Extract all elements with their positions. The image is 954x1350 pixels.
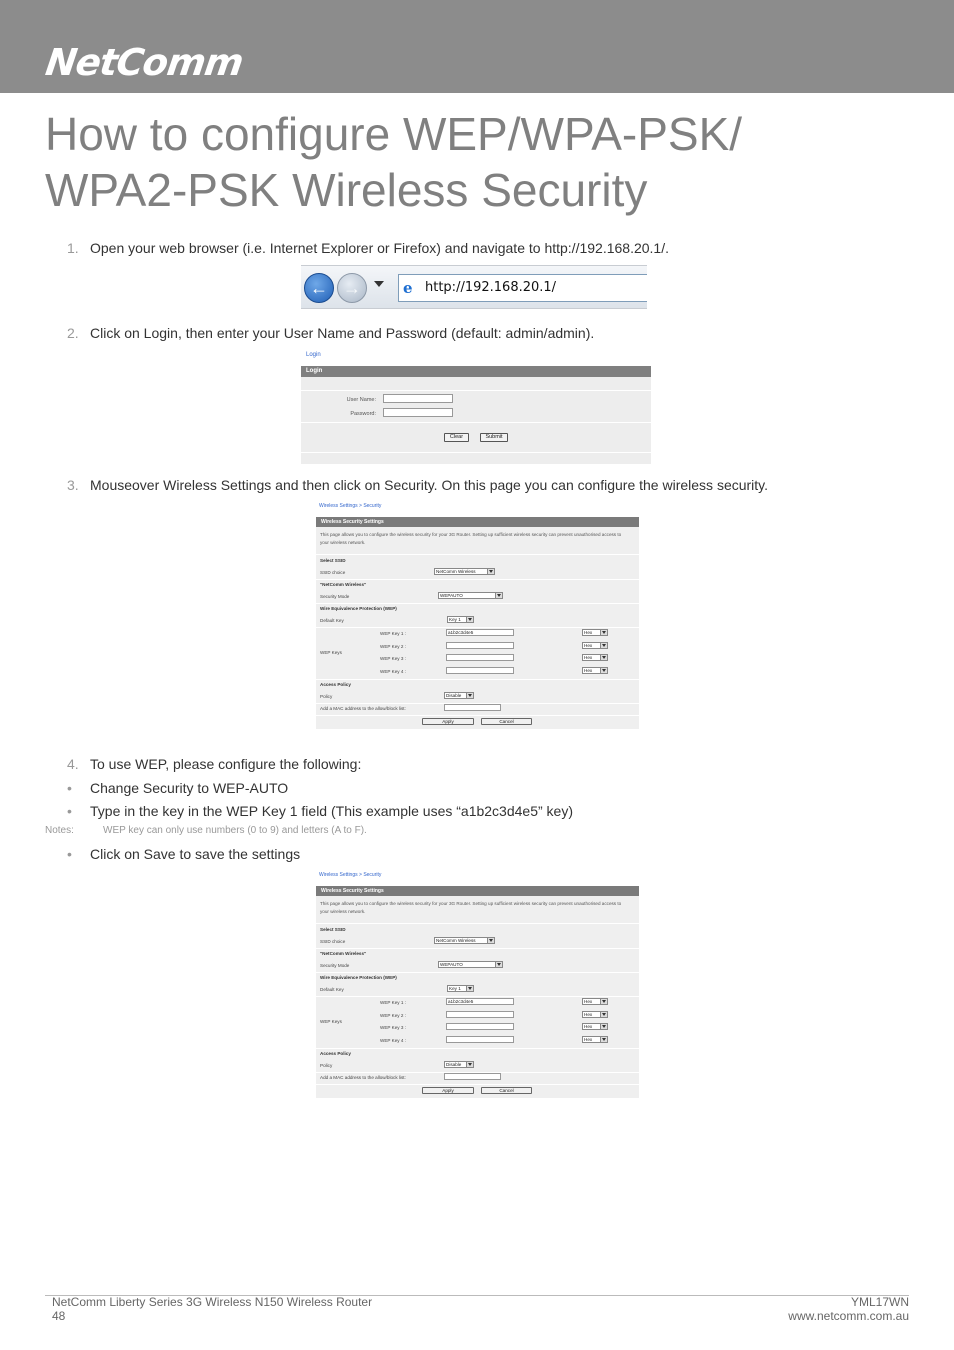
divider — [316, 923, 639, 924]
divider — [316, 679, 639, 680]
wep-key-1-label: WEP Key 1 : — [380, 1000, 406, 1005]
back-arrow-icon[interactable]: ← — [304, 273, 334, 303]
chevron-down-icon — [602, 656, 606, 659]
divider — [316, 1048, 639, 1049]
security-breadcrumb[interactable]: Wireless Settings > Security — [319, 503, 382, 509]
chevron-down-icon — [602, 631, 606, 634]
login-bottom-divider — [301, 452, 651, 453]
security-description: This page allows you to configure the wireless security for your 3G Router. Setting up sufficient wireless security can prevent unauthorised access to your wireless network. — [320, 901, 622, 914]
apply-button[interactable]: Apply — [422, 718, 474, 725]
page-header — [0, 0, 954, 93]
chevron-down-icon — [602, 1038, 606, 1041]
address-bar[interactable] — [398, 274, 647, 302]
divider — [316, 554, 639, 555]
mac-address-input[interactable] — [444, 704, 501, 711]
step-3: 3. Mouseover Wireless Settings and then click on Security. On this page you can configure the wireless security. — [67, 477, 769, 493]
wep-key-3-input[interactable] — [446, 654, 514, 661]
wep-key-1-label: WEP Key 1 : — [380, 631, 406, 636]
policy-label: Policy — [320, 1063, 333, 1068]
bullet-wep-key: • Type in the key in the WEP Key 1 field (This example uses “a1b2c3d4e5” key) — [67, 803, 573, 819]
security-panel-2 — [316, 886, 639, 1098]
wep-key-4-input[interactable] — [446, 667, 514, 674]
address-url: http://192.168.20.1/ — [425, 280, 557, 295]
bullet-save: • Click on Save to save the settings — [67, 846, 301, 862]
login-link[interactable]: Login — [306, 352, 321, 358]
default-key-label: Default Key — [320, 987, 344, 992]
wep-key-4-label: WEP Key 4 : — [380, 1038, 406, 1043]
chevron-down-icon — [468, 618, 472, 621]
chevron-down-icon — [489, 570, 493, 573]
ssid-select[interactable]: NetComm Wireless — [434, 568, 495, 575]
page-title — [45, 106, 905, 218]
divider — [316, 996, 639, 997]
username-label: User Name: — [346, 397, 376, 403]
divider — [316, 715, 639, 716]
chevron-down-icon — [497, 594, 501, 597]
select-ssid-heading: Select SSID — [320, 927, 346, 932]
mac-address-input[interactable] — [444, 1073, 501, 1080]
wep-key-3-label: WEP Key 3 : — [380, 656, 406, 661]
footer-product: NetComm Liberty Series 3G Wireless N150 Wireless Router — [52, 1295, 373, 1309]
wep-key-3-type-select[interactable]: Hex — [582, 654, 608, 661]
login-panel — [301, 366, 651, 464]
chevron-down-icon — [602, 669, 606, 672]
notes: Notes: WEP key can only use numbers (0 to 9) and letters (A to F). — [45, 825, 367, 836]
divider — [316, 972, 639, 973]
divider — [316, 1084, 639, 1085]
wep-keys-label: WEP Keys — [320, 1019, 342, 1024]
ie-page-icon: e — [403, 279, 413, 297]
wep-key-3-type-select[interactable]: Hex — [582, 1023, 608, 1030]
wep-key-2-label: WEP Key 2 : — [380, 1013, 406, 1018]
login-spacer-row — [301, 377, 651, 391]
divider — [316, 948, 639, 949]
access-policy-heading: Access Policy — [320, 682, 351, 687]
step-1: 1. Open your web browser (i.e. Internet Explorer or Firefox) and navigate to http://192.168.20.1/. — [67, 240, 669, 256]
username-input[interactable] — [383, 394, 453, 403]
wep-key-3-input[interactable] — [446, 1023, 514, 1030]
wep-section-heading: Wire Equivalence Protection (WEP) — [320, 975, 397, 980]
default-key-label: Default Key — [320, 618, 344, 623]
chevron-down-icon — [602, 1025, 606, 1028]
footer-page-number: 48 — [52, 1309, 66, 1323]
wep-key-2-input[interactable] — [446, 642, 514, 649]
ssid-select[interactable]: NetComm Wireless — [434, 937, 495, 944]
default-key-select[interactable]: Key 1 — [447, 985, 474, 992]
wep-key-4-type-select[interactable]: Hex — [582, 667, 608, 674]
wep-key-1-input[interactable]: a1b2c3d4e5 — [446, 998, 514, 1005]
access-policy-heading: Access Policy — [320, 1051, 351, 1056]
wep-section-heading: Wire Equivalence Protection (WEP) — [320, 606, 397, 611]
footer-model: YML17WN — [850, 1295, 909, 1309]
network-name-heading: "NetComm Wireless" — [320, 582, 367, 587]
title-line-1: How to configure WEP/WPA-PSK/ — [45, 108, 743, 160]
divider — [316, 627, 639, 628]
netcomm-logo: NetComm — [42, 41, 246, 84]
policy-select[interactable]: Disable — [444, 1061, 474, 1068]
title-line-2: WPA2-PSK Wireless Security — [45, 164, 648, 216]
security-mode-select[interactable]: WEPAUTO — [438, 592, 503, 599]
step-2: 2. Click on Login, then enter your User Name and Password (default: admin/admin). — [67, 325, 595, 341]
policy-label: Policy — [320, 694, 333, 699]
default-key-select[interactable]: Key 1 — [447, 616, 474, 623]
wep-key-2-type-select[interactable]: Hex — [582, 1011, 608, 1018]
wep-key-2-label: WEP Key 2 : — [380, 644, 406, 649]
password-input[interactable] — [383, 408, 453, 417]
chevron-down-icon — [497, 963, 501, 966]
apply-button[interactable]: Apply — [422, 1087, 474, 1094]
security-description: This page allows you to configure the wireless security for your 3G Router. Setting up sufficient wireless security can prevent unauthorised access to your wireless network. — [320, 532, 622, 545]
wep-key-1-input[interactable]: a1b2c3d4e5 — [446, 629, 514, 636]
chevron-down-icon — [602, 644, 606, 647]
security-mode-select[interactable]: WEPAUTO — [438, 961, 503, 968]
wep-key-4-label: WEP Key 4 : — [380, 669, 406, 674]
cancel-button[interactable]: Cancel — [481, 1087, 532, 1094]
chevron-down-icon — [468, 987, 472, 990]
wep-key-2-input[interactable] — [446, 1011, 514, 1018]
step-4: 4. To use WEP, please configure the following: — [67, 756, 362, 772]
chevron-down-icon — [468, 694, 472, 697]
submit-button[interactable]: Submit — [480, 433, 508, 442]
wep-key-3-label: WEP Key 3 : — [380, 1025, 406, 1030]
security-panel-1 — [316, 517, 639, 729]
wep-key-1-type-select[interactable]: Hex — [582, 998, 608, 1005]
wep-key-4-input[interactable] — [446, 1036, 514, 1043]
security-header: Wireless Security Settings — [316, 517, 639, 527]
mac-address-label: Add a MAC address to the allow/block list: — [320, 706, 406, 711]
select-ssid-heading: Select SSID — [320, 558, 346, 563]
wep-key-2-type-select[interactable]: Hex — [582, 642, 608, 649]
wep-key-4-type-select[interactable]: Hex — [582, 1036, 608, 1043]
wep-keys-label: WEP Keys — [320, 650, 342, 655]
forward-arrow-icon[interactable]: → — [337, 273, 367, 303]
chevron-down-icon — [468, 1063, 472, 1066]
security-mode-label: Security Mode — [320, 963, 350, 968]
ssid-choice-label: SSID choice — [320, 939, 346, 944]
policy-select[interactable]: Disable — [444, 692, 474, 699]
bullet-security-mode: • Change Security to WEP-AUTO — [67, 780, 289, 796]
network-name-heading: "NetComm Wireless" — [320, 951, 367, 956]
chevron-down-icon — [602, 1013, 606, 1016]
security-mode-label: Security Mode — [320, 594, 350, 599]
chevron-down-icon — [602, 1000, 606, 1003]
login-header: Login — [301, 366, 651, 377]
divider — [316, 603, 639, 604]
divider — [316, 579, 639, 580]
browser-toolbar — [301, 265, 647, 309]
footer-website[interactable]: www.netcomm.com.au — [788, 1309, 909, 1323]
wep-key-1-type-select[interactable]: Hex — [582, 629, 608, 636]
history-dropdown-icon[interactable] — [374, 281, 384, 287]
ssid-choice-label: SSID choice — [320, 570, 346, 575]
chevron-down-icon — [489, 939, 493, 942]
login-divider — [301, 422, 651, 423]
security-breadcrumb-2[interactable]: Wireless Settings > Security — [319, 872, 382, 878]
password-label: Password: — [350, 411, 376, 417]
security-header: Wireless Security Settings — [316, 886, 639, 896]
mac-address-label: Add a MAC address to the allow/block list: — [320, 1075, 406, 1080]
cancel-button[interactable]: Cancel — [481, 718, 532, 725]
clear-button[interactable]: Clear — [444, 433, 469, 442]
